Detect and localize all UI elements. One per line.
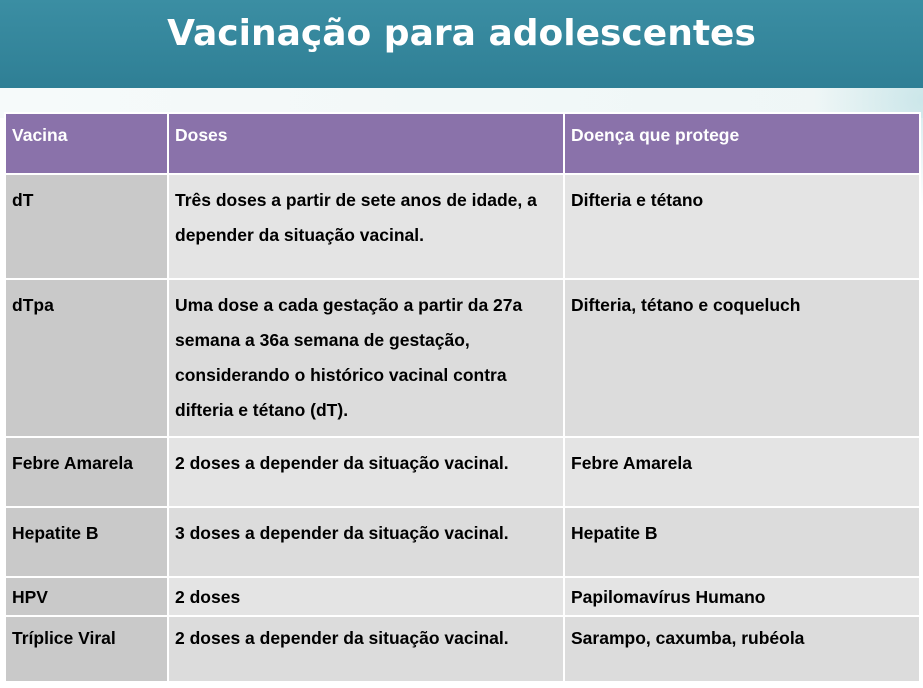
cell-doses: Uma dose a cada gestação a partir da 27a semana a 36a semana de gestação, considerando o histórico vacinal contra difteria e tétano (dT). [168, 279, 564, 437]
cell-vacina: HPV [5, 577, 168, 616]
cell-vacina: Tríplice Viral [5, 616, 168, 682]
cell-vacina: Febre Amarela [5, 437, 168, 507]
table-header-row [5, 113, 920, 174]
cell-doses: Três doses a partir de sete anos de idade, a depender da situação vacinal. [168, 174, 564, 279]
cell-doses: 2 doses [168, 577, 564, 616]
cell-vacina: dT [5, 174, 168, 279]
cell-doenca: Hepatite B [564, 507, 920, 577]
vaccination-table [4, 112, 921, 683]
cell-doenca: Difteria e tétano [564, 174, 920, 279]
table-row [5, 174, 920, 279]
cell-doenca: Febre Amarela [564, 437, 920, 507]
cell-doenca: Papilomavírus Humano [564, 577, 920, 616]
header-vacina: Vacina [5, 113, 168, 174]
cell-doses: 2 doses a depender da situação vacinal. [168, 437, 564, 507]
cell-vacina: dTpa [5, 279, 168, 437]
cell-doses: 2 doses a depender da situação vacinal. [168, 616, 564, 682]
header-doenca: Doença que protege [564, 113, 920, 174]
cell-doenca: Difteria, tétano e coqueluch [564, 279, 920, 437]
cell-doses: 3 doses a depender da situação vacinal. [168, 507, 564, 577]
table-row [5, 279, 920, 437]
table-row [5, 437, 920, 507]
table-row [5, 577, 920, 616]
cell-vacina: Hepatite B [5, 507, 168, 577]
header-doses: Doses [168, 113, 564, 174]
table-row [5, 616, 920, 682]
slide-title: Vacinação para adolescentes [167, 13, 756, 54]
title-bar [0, 0, 923, 88]
cell-doenca: Sarampo, caxumba, rubéola [564, 616, 920, 682]
table-row [5, 507, 920, 577]
